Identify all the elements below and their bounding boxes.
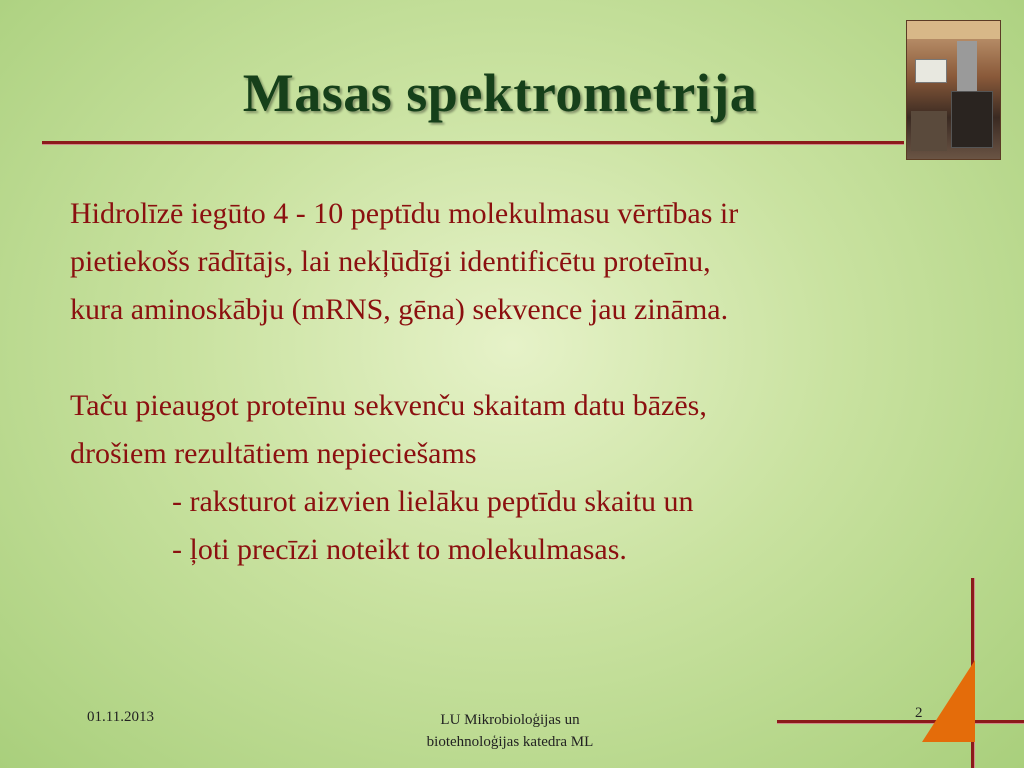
decorative-triangle — [922, 660, 975, 742]
footer-date: 01.11.2013 — [87, 709, 154, 725]
bullet-item: - ļoti precīzi noteikt to molekulmasas. — [172, 533, 627, 566]
body-line: Hidrolīzē iegūto 4 - 10 peptīdu molekulmasu vērtības ir — [70, 197, 739, 230]
footer-organization — [380, 709, 640, 753]
body-line: drošiem rezultātiem nepieciešams — [70, 437, 477, 470]
body-line: kura aminoskābju (mRNS, gēna) sekvence jau zināma. — [70, 293, 729, 326]
body-line: Taču pieaugot proteīnu sekvenču skaitam datu bāzēs, — [70, 389, 707, 422]
footer-org-line: biotehnoloģijas katedra ML — [426, 734, 594, 750]
slide-body — [70, 190, 970, 574]
body-line: pietiekošs rādītājs, lai nekļūdīgi identificētu proteīnu, — [70, 245, 711, 278]
decorative-horizontal-line — [777, 720, 1024, 724]
slide-number: 2 — [915, 705, 923, 721]
footer-org-line: LU Mikrobioloģijas un — [440, 712, 580, 728]
slide-title: Masas spektrometrija — [242, 63, 758, 123]
title-underline — [42, 141, 904, 145]
bullet-item: - raksturot aizvien lielāku peptīdu skaitu un — [172, 485, 694, 518]
lab-photo — [906, 20, 1001, 160]
